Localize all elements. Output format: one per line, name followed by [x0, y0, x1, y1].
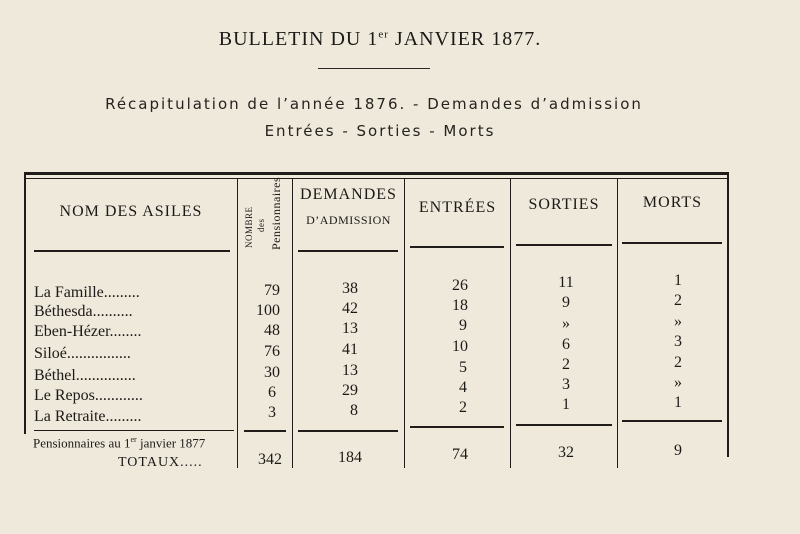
- row-bethesda-pensionnaires: 100: [256, 302, 280, 319]
- row-siloe-demandes: 41: [342, 341, 358, 358]
- table-top-rule: [24, 172, 728, 175]
- header-demandes: DEMANDES: [300, 186, 397, 203]
- row-bethel-entrees: 5: [459, 359, 467, 376]
- header-morts: MORTS: [642, 194, 703, 211]
- header-rule-morts: [622, 242, 722, 244]
- total-pensionnaires: 342: [258, 451, 282, 468]
- row-la-retraite-sorties: 1: [562, 396, 570, 413]
- row-siloe-sorties: 6: [562, 336, 570, 353]
- header-d-admission: D’ADMISSION: [306, 213, 391, 227]
- table-right-border: [727, 172, 729, 457]
- header-nombre-pensionnaires: [237, 178, 291, 250]
- row-bethesda-nom: Béthesda..........: [34, 303, 133, 320]
- row-siloe-pensionnaires: 76: [264, 343, 280, 360]
- recap-line-2: Entrées - Sorties - Morts: [264, 122, 496, 140]
- row-eben-hezer-pensionnaires: 48: [264, 322, 280, 339]
- row-bethel-morts: 2: [674, 354, 682, 371]
- totals-rule-nom: [34, 430, 234, 431]
- row-le-repos-demandes: 29: [342, 382, 358, 399]
- header-sorties: SORTIES: [528, 196, 600, 213]
- row-bethesda-sorties: 9: [562, 294, 570, 311]
- header-rule-sorties: [516, 244, 612, 246]
- row-la-famille-pensionnaires: 79: [264, 282, 280, 299]
- total-entrees: 74: [452, 446, 468, 463]
- row-la-retraite-morts: 1: [674, 394, 682, 411]
- row-siloe-entrees: 10: [452, 338, 468, 355]
- row-le-repos-sorties: 3: [562, 376, 570, 393]
- table-top-rule-thin: [24, 178, 728, 179]
- header-nom-des-asiles: NOM DES ASILES: [59, 203, 203, 220]
- header-rule-nom: [34, 250, 230, 252]
- total-sorties: 32: [558, 444, 574, 461]
- row-la-famille-morts: 1: [674, 272, 682, 289]
- total-demandes: 184: [338, 449, 362, 466]
- row-bethel-nom: Béthel...............: [34, 367, 136, 384]
- row-eben-hezer-morts: »: [674, 313, 682, 330]
- totaux-label: TOTAUX.....: [118, 455, 203, 470]
- row-la-famille-sorties: 11: [558, 274, 574, 291]
- row-le-repos-entrees: 4: [459, 379, 467, 396]
- header-entrees: ENTRÉES: [418, 199, 497, 216]
- row-bethesda-morts: 2: [674, 292, 682, 309]
- header-nombre: NOMBRE: [244, 206, 254, 248]
- row-bethel-pensionnaires: 30: [264, 364, 280, 381]
- row-la-retraite-demandes: 8: [350, 402, 358, 419]
- col-sep-4: [510, 178, 511, 468]
- row-la-retraite-entrees: 2: [459, 399, 467, 416]
- totals-rule-pens: [244, 430, 286, 432]
- totals-rule-demandes: [298, 430, 398, 432]
- row-le-repos-pensionnaires: 6: [268, 384, 276, 401]
- row-bethel-sorties: 2: [562, 356, 570, 373]
- col-sep-3: [404, 178, 405, 468]
- row-siloe-nom: Siloé................: [34, 345, 131, 362]
- total-morts: 9: [674, 442, 682, 459]
- row-la-retraite-nom: La Retraite.........: [34, 408, 142, 425]
- footer-label-suffix: janvier 1877: [136, 435, 206, 451]
- col-sep-5: [617, 178, 618, 468]
- totals-rule-entrees: [410, 426, 504, 428]
- totals-rule-sorties: [516, 424, 612, 426]
- header-rule-demandes: [298, 250, 398, 252]
- totals-rule-morts: [622, 420, 722, 422]
- title-suffix: JANVIER 1877.: [388, 28, 542, 50]
- header-des: des: [256, 218, 266, 232]
- row-eben-hezer-demandes: 13: [342, 320, 358, 337]
- row-la-famille-entrees: 26: [452, 277, 468, 294]
- footer-pensionnaires-label: [33, 435, 205, 451]
- footer-label-prefix: Pensionnaires au 1: [33, 435, 131, 451]
- row-bethesda-demandes: 42: [342, 300, 358, 317]
- row-le-repos-morts: »: [674, 374, 682, 391]
- row-bethel-demandes: 13: [342, 362, 358, 379]
- footer-label-sup: er: [130, 435, 137, 444]
- row-siloe-morts: 3: [674, 333, 682, 350]
- header-rule-entrees: [410, 246, 504, 248]
- header-pensionnaires: Pensionnaires: [269, 176, 283, 250]
- row-la-famille-demandes: 38: [342, 280, 358, 297]
- row-eben-hezer-sorties: »: [562, 315, 570, 332]
- recap-line-1: Récapitulation de l’année 1876. - Demandes d’admission: [105, 95, 643, 113]
- title-sup: er: [378, 28, 389, 41]
- row-la-famille-nom: La Famille.........: [34, 284, 140, 301]
- row-bethesda-entrees: 18: [452, 297, 468, 314]
- title-prefix: BULLETIN DU 1: [218, 28, 379, 50]
- row-eben-hezer-nom: Eben-Hézer........: [34, 323, 142, 340]
- row-eben-hezer-entrees: 9: [459, 317, 467, 334]
- row-le-repos-nom: Le Repos............: [34, 387, 143, 404]
- row-la-retraite-pensionnaires: 3: [268, 404, 276, 421]
